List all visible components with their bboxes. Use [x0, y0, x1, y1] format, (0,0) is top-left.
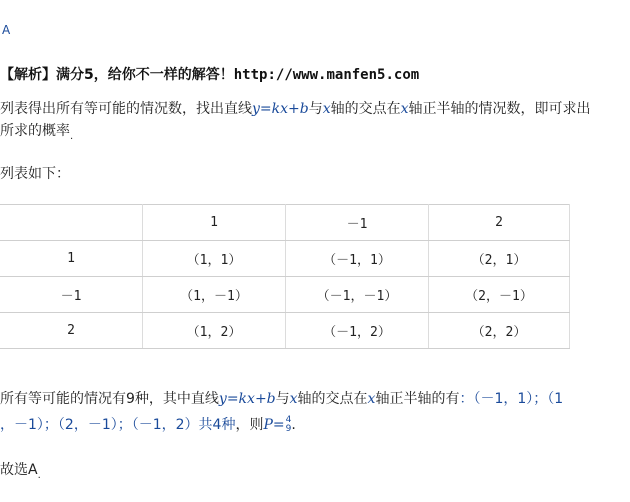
- table-intro-text: 列表如下: [0, 166, 56, 182]
- table-cell: （1，2）: [143, 313, 286, 349]
- analysis-text-c: 与: [308, 101, 323, 117]
- table-corner-cell: [0, 205, 143, 241]
- table-header-cell: －1: [286, 205, 429, 241]
- outcome-table: [0, 204, 570, 349]
- table-cell: （2，1）: [429, 241, 570, 277]
- fraction-denominator: 9: [285, 424, 292, 434]
- table-intro: [0, 163, 70, 183]
- table-row: [0, 313, 570, 349]
- conclusion-text-e: 轴正半轴的有: [375, 391, 460, 407]
- conclusion-text-c: 与: [275, 391, 290, 407]
- x-variable: x: [322, 101, 331, 117]
- x-variable: x: [289, 391, 298, 407]
- conclusion-text-a: 所有等可能的情况有9种: [0, 391, 149, 407]
- table-row: [0, 241, 570, 277]
- table-row-header: 2: [0, 313, 143, 349]
- table-cell: （1，－1）: [143, 277, 286, 313]
- analysis-text-b: ，找出直线: [182, 101, 252, 117]
- analysis-line-1: [0, 98, 591, 118]
- table-row-header: 1: [0, 241, 143, 277]
- conclusion-text-d: 轴的交点在: [297, 391, 368, 407]
- table-cell: （－1，2）: [286, 313, 429, 349]
- conclusion-outcomes-a: ：（－1，1）；（1: [459, 391, 564, 407]
- x-variable-2: x: [367, 391, 376, 407]
- final-answer: [0, 459, 41, 479]
- table-row: [0, 277, 570, 313]
- solution-header: [0, 64, 419, 84]
- solution-header-url: http://www.manfen5.com: [233, 67, 420, 83]
- fraction-numerator: 4: [285, 415, 292, 425]
- final-dot: .: [37, 470, 41, 481]
- table-cell: （－1，－1）: [286, 277, 429, 313]
- table-cell: （2，2）: [429, 313, 570, 349]
- period: .: [70, 131, 74, 142]
- analysis-text-g: 所求的概率: [0, 123, 70, 139]
- solution-header-label: 【解析】满分5，给你不一样的解答！: [0, 67, 234, 83]
- analysis-text-a: 列表得出所有等可能的情况数: [0, 101, 182, 117]
- conclusion-line-2: [0, 414, 296, 434]
- answer-letter: A: [2, 23, 11, 37]
- analysis-text-e: 轴正半轴的情况数: [408, 101, 521, 117]
- conclusion-text-h: ，则: [235, 417, 264, 433]
- conclusion-line-1: [0, 388, 563, 408]
- conclusion-text-b: ，其中直线: [148, 391, 219, 407]
- analysis-text-d: 轴的交点在: [330, 101, 401, 117]
- table-header-row: [0, 205, 570, 241]
- table-cell: （1，1）: [143, 241, 286, 277]
- line-equation: y=kx+b: [218, 391, 276, 407]
- table-intro-colon: ：: [56, 166, 70, 182]
- line-equation: y=kx+b: [252, 101, 309, 117]
- table-cell: （2，－1）: [429, 277, 570, 313]
- conclusion-end: .: [291, 417, 296, 433]
- analysis-line-2: [0, 120, 73, 140]
- table-row-header: －1: [0, 277, 143, 313]
- analysis-text-f: ，即可求出: [520, 101, 591, 117]
- table-header-cell: 2: [429, 205, 570, 241]
- final-answer-text: 故选A: [0, 462, 38, 478]
- probability-symbol: P=: [263, 417, 285, 433]
- table-cell: （－1，1）: [286, 241, 429, 277]
- x-variable-2: x: [400, 101, 409, 117]
- conclusion-outcomes-b: ，－1）；（2，－1）；（－1，2）共4种: [0, 417, 236, 433]
- table-header-cell: 1: [143, 205, 286, 241]
